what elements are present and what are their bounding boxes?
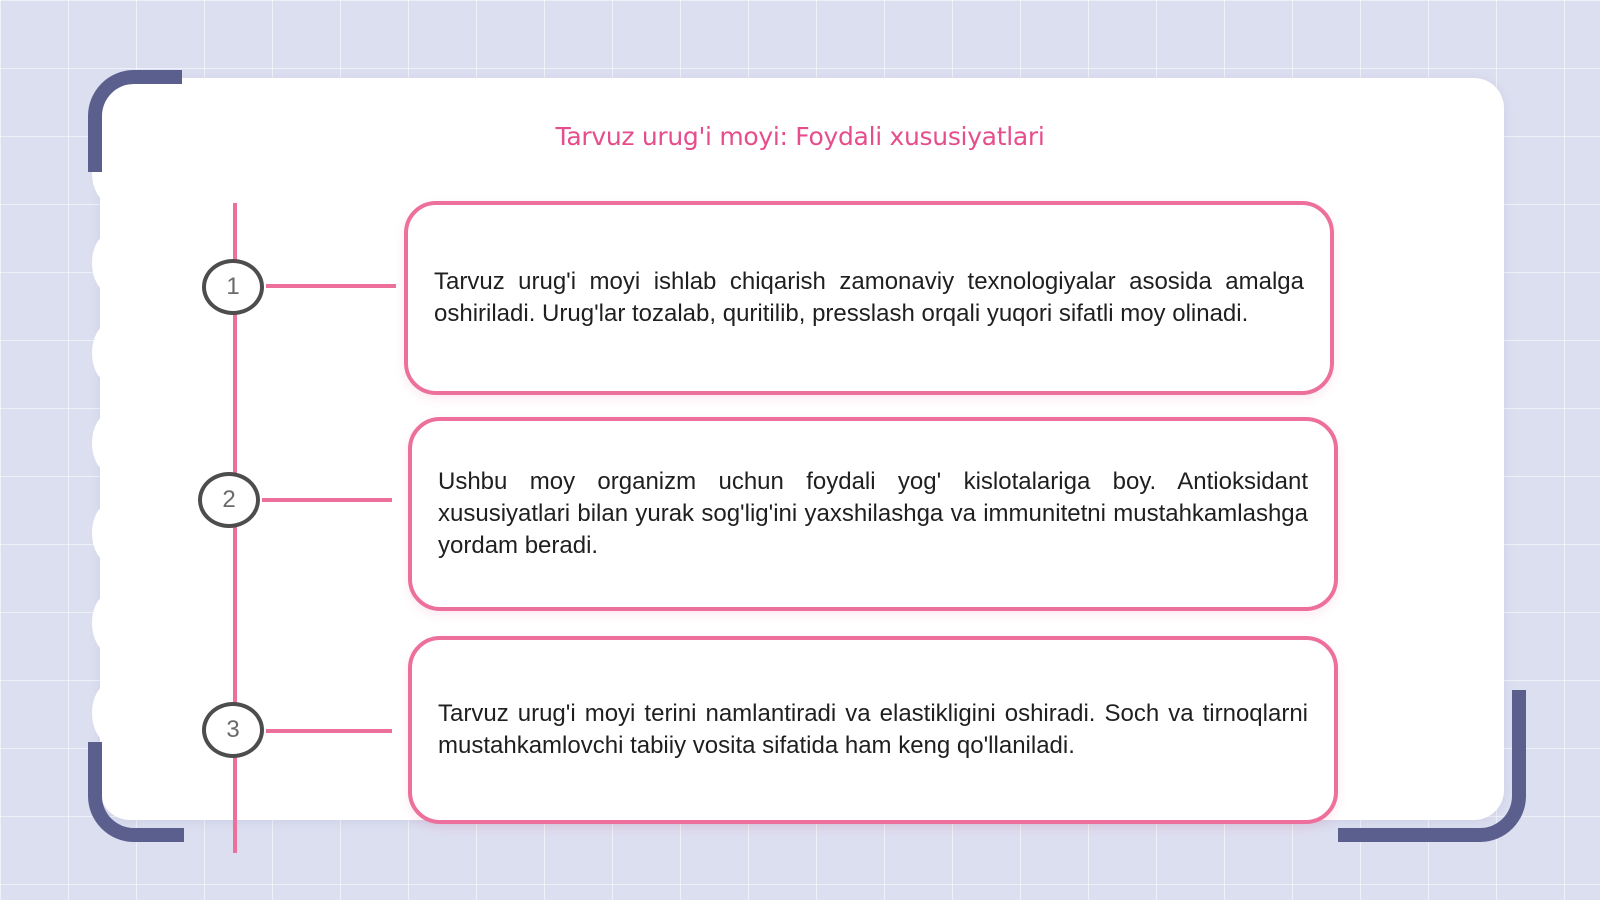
corner-bracket-bottom-right (1338, 690, 1526, 842)
step-text-box (404, 201, 1334, 395)
step-description: Ushbu moy organizm uchun foydali yog' kislotalariga boy. Antioksidant xususiyatlari bilan yurak sog'lig'ini yaxshilashga va immunitetni mustahkamlashga yordam beradi. (438, 468, 1308, 559)
scallop-edge (92, 594, 126, 652)
step-description: Tarvuz urug'i moyi ishlab chiqarish zamonaviy texnologiyalar asosida amalga oshiriladi. Urug'lar tozalab, quritilib, presslash orqali yuqori sifatli moy olinadi. (434, 268, 1304, 327)
scallop-edge (92, 414, 126, 472)
step-number-badge: 1 (202, 259, 264, 315)
corner-bracket-bottom-left (88, 742, 184, 842)
step-number-badge: 3 (202, 702, 264, 758)
corner-bracket-top-left (88, 70, 182, 172)
timeline-connector (266, 284, 396, 288)
step-text-box (408, 636, 1338, 824)
timeline-connector (266, 729, 392, 733)
step-description: Tarvuz urug'i moyi terini namlantiradi va elastikligini oshiradi. Soch va tirnoqlarni mustahkamlovchi tabiiy vosita sifatida ham keng qo'llaniladi. (438, 700, 1308, 759)
scallop-edge (92, 234, 126, 292)
scallop-edge (92, 684, 126, 742)
timeline-connector (262, 498, 392, 502)
step-text-box (408, 417, 1338, 611)
step-number-badge: 2 (198, 472, 260, 528)
scallop-edge (92, 324, 126, 382)
scallop-edge (92, 504, 126, 562)
slide-title: Tarvuz urug'i moyi: Foydali xususiyatlari (555, 122, 1045, 151)
